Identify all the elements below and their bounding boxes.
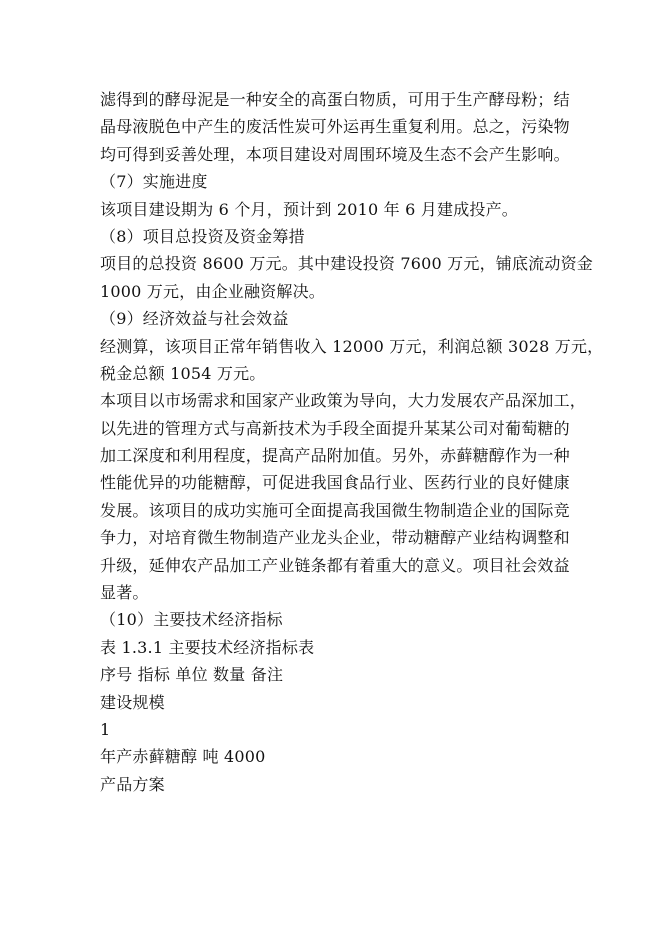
- text-line: 该项目建设期为 6 个月，预计到 2010 年 6 月建成投产。: [100, 199, 518, 219]
- text-line: 发展。该项目的成功实施可全面提高我国微生物制造企业的国际竞: [100, 500, 570, 520]
- table-caption: 表 1.3.1 主要技术经济指标表: [100, 637, 315, 657]
- text-line: 加工深度和利用程度，提高产品附加值。另外，赤藓糖醇作为一种: [100, 446, 570, 466]
- table-cell: 1: [100, 719, 111, 739]
- table-cell: 建设规模: [100, 692, 165, 712]
- section-heading: （10）主要技术经济指标: [100, 610, 283, 630]
- document-body: [100, 86, 604, 798]
- text-line: 本项目以市场需求和国家产业政策为导向，大力发展农产品深加工，: [100, 391, 587, 411]
- text-line: 均可得到妥善处理，本项目建设对周围环境及生态不会产生影响。: [100, 144, 570, 164]
- text-line: 争力，对培育微生物制造产业龙头企业，带动糖醇产业结构调整和: [100, 528, 570, 548]
- text-line: 税金总额 1054 万元。: [100, 363, 266, 383]
- section-heading: （8）项目总投资及资金筹措: [100, 226, 305, 246]
- text-line: 1000 万元，由企业融资解决。: [100, 281, 326, 301]
- text-line: 经测算，该项目正常年销售收入 12000 万元，利润总额 3028 万元，: [100, 336, 604, 356]
- text-line: 性能优异的功能糖醇，可促进我国食品行业、医药行业的良好健康: [100, 473, 570, 493]
- table-cell: 年产赤藓糖醇 吨 4000: [100, 747, 266, 767]
- text-line: 升级，延伸农产品加工产业链条都有着重大的意义。项目社会效益: [100, 555, 570, 575]
- table-header-row: 序号 指标 单位 数量 备注: [100, 665, 284, 685]
- section-heading: （9）经济效益与社会效益: [100, 309, 289, 329]
- text-line: 项目的总投资 8600 万元。其中建设投资 7600 万元，铺底流动资金: [100, 254, 593, 274]
- text-line: 显著。: [100, 583, 149, 603]
- text-line: 以先进的管理方式与高新技术为手段全面提升某某公司对葡萄糖的: [100, 418, 570, 438]
- text-line: 滤得到的酵母泥是一种安全的高蛋白物质，可用于生产酵母粉；结: [100, 90, 570, 109]
- text-line: 晶母液脱色中产生的废活性炭可外运再生重复利用。总之，污染物: [100, 117, 570, 137]
- section-heading: （7）实施进度: [100, 172, 208, 192]
- table-cell: 产品方案: [100, 774, 165, 794]
